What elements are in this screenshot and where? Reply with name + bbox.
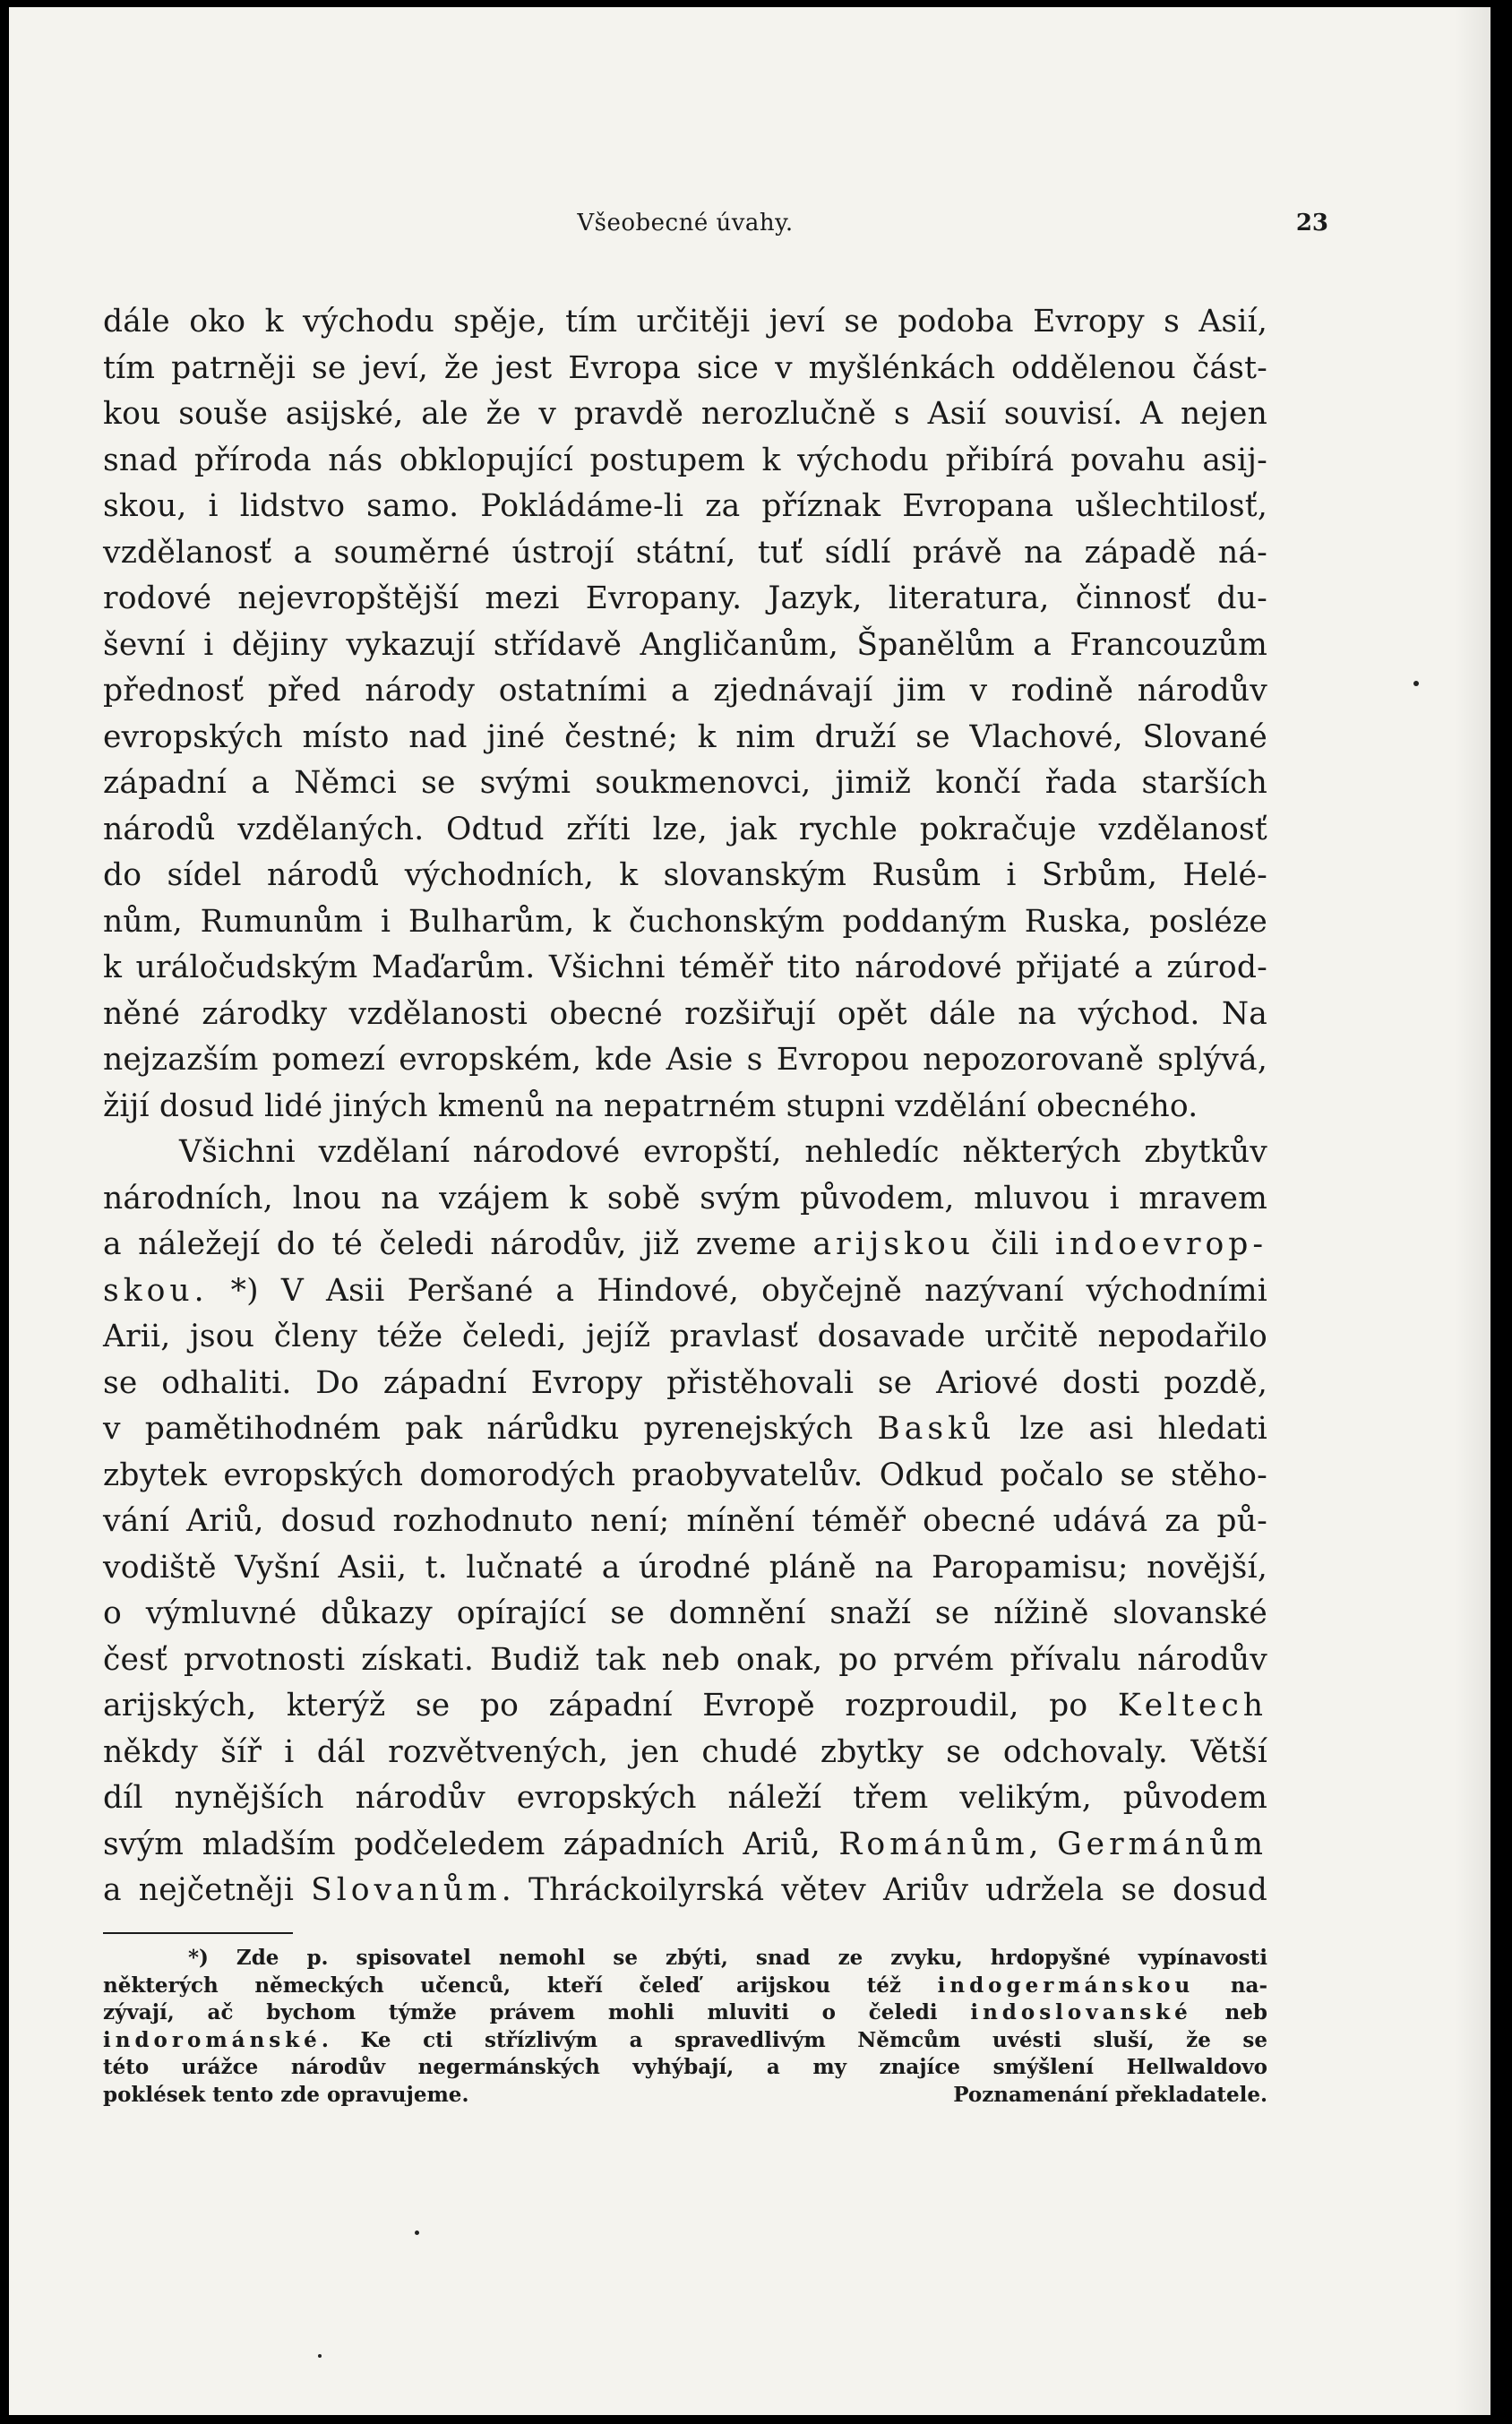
emphasized-term: indogermánskou: [937, 1973, 1195, 1998]
text-span: svým mladším podčeledem západních Ariů,: [103, 1826, 839, 1862]
text-line: něné zárodky vzdělanosti obecné rozšiřují opět dále na východ. Na: [103, 995, 1267, 1032]
book-page: [9, 7, 1491, 2415]
margin-speck: [415, 2231, 419, 2235]
text-line: západní a Němci se svými soukmenovci, jimiž končí řada starších: [103, 765, 1267, 801]
emphasized-term: Basků: [877, 1411, 996, 1447]
text-line: zbytek evropských domorodých praobyvatelův. Odkud počalo se stěho-: [103, 1457, 1267, 1493]
text-span: některých německých učenců, kteří čeleď arijskou též: [103, 1973, 938, 1998]
page-edge-shadow: [1455, 7, 1491, 2415]
text-line: tím patrněji se jeví, že jest Evropa sice v myšlénkách oddělenou část-: [103, 349, 1267, 386]
emphasized-term: indoevrop-: [1054, 1226, 1267, 1262]
paragraph-start-line: Všichni vzdělaní národové evropští, nehledíc některých zbytkův: [179, 1134, 1267, 1170]
text-line: někdy šíř i dál rozvětvených, jen chudé zbytky se odchovaly. Větší: [103, 1733, 1267, 1770]
footnote-line: [103, 1999, 1267, 2027]
text-line: evropských místo nad jiné čestné; k nim druží se Vlachové, Slované: [103, 718, 1267, 755]
text-line: k uráločudským Maďarům. Všichni téměř tito národové přijaté a zúrod-: [103, 950, 1267, 985]
text-span: čili: [974, 1226, 1055, 1262]
text-span: na-: [1194, 1973, 1268, 1998]
text-span: . Ke cti střízlivým a spravedlivým Němcům uvésti sluší, že se: [321, 2027, 1267, 2052]
emphasized-term: arijskou: [812, 1226, 975, 1262]
text-line: rodové nejevropštější mezi Evropany. Jazyk, literatura, činnosť du-: [103, 580, 1267, 616]
margin-speck: [318, 2354, 322, 2358]
margin-speck: [1413, 681, 1419, 686]
page-number: 23: [1295, 210, 1328, 236]
main-text: [103, 299, 1267, 1914]
footnote: [103, 1945, 1267, 2109]
footnote-line: této urážce národův negermánských vyhýbají, a my znajíce smýšlení Hellwaldovo: [103, 2055, 1267, 2079]
text-span: v pamětihodném pak nárůdku pyrenejských: [103, 1411, 878, 1447]
text-line: nům, Rumunům i Bulharům, k čuchonským poddaným Ruska, posléze: [103, 903, 1267, 940]
emphasized-term: indoslovanské: [970, 2000, 1192, 2024]
text-line: nejzazším pomezí evropském, kde Asie s Evropou nepozorovaně splývá,: [103, 1042, 1267, 1078]
footnote-line: [103, 1973, 1267, 2000]
text-line: do sídel národů východních, k slovanským Rusům i Srbům, Helé-: [103, 857, 1267, 893]
text-line: se odhaliti. Do západní Evropy přistěhovali se Ariové dosti pozdě,: [103, 1364, 1267, 1401]
text-line: [103, 1406, 1267, 1453]
text-line: dále oko k východu spěje, tím určitěji jeví se podoba Evropy s Asií,: [103, 304, 1267, 340]
page-header: [103, 210, 1328, 245]
emphasized-term: Románům: [838, 1826, 1029, 1862]
text-line: česť prvotnosti získati. Budiž tak neb onak, po prvém přívalu národův: [103, 1641, 1267, 1678]
text-line: vzdělanosť a souměrné ústrojí státní, tuť sídlí právě na západě ná-: [103, 534, 1267, 571]
text-span: neb: [1191, 2000, 1267, 2024]
text-line: Arii, jsou členy téže čeledi, jejíž pravlasť dosavade určitě nepodařilo: [103, 1319, 1267, 1354]
text-line: kou souše asijské, ale že v pravdě nerozlučně s Asií souvisí. A nejen: [103, 396, 1267, 432]
text-line: národů vzdělaných. Odtud zříti lze, jak rychle pokračuje vzdělanosť: [103, 811, 1267, 847]
text-line: díl nynějších národův evropských náleží třem velikým, původem: [103, 1780, 1267, 1816]
text-line: vání Ariů, dosud rozhodnuto není; mínění téměř obecné udává za pů-: [103, 1503, 1267, 1539]
text-line: přednosť před národy ostatními a zjednávají jim v rodině národův: [103, 673, 1267, 709]
text-span: a náležejí do té čeledi národův, již zveme: [103, 1226, 813, 1262]
translator-signature: Poznamenání překladatele.: [953, 2082, 1267, 2107]
text-line: snad příroda nás obklopující postupem k východu přibírá povahu asij-: [103, 442, 1267, 478]
text-line: [103, 1268, 1267, 1315]
emphasized-term: skou.: [103, 1272, 209, 1309]
text-span: *) V Asii Peršané a Hindové, obyčejně nazývaní východními: [208, 1272, 1267, 1309]
text-line: národních, lnou na vzájem k sobě svým původem, mluvou i mravem: [103, 1180, 1267, 1216]
footnote-line: [103, 2082, 1267, 2110]
text-span: arijských, kterýž se po západní Evropě rozproudil, po: [103, 1688, 1118, 1723]
footnote-text: poklések tento zde opravujeme.: [103, 2082, 469, 2107]
emphasized-term: Germánům: [1057, 1826, 1267, 1862]
footnote-line: [103, 2027, 1267, 2055]
text-line: [103, 1683, 1267, 1730]
text-span: a nejčetněji: [103, 1872, 312, 1908]
emphasized-term: Slovanům: [311, 1872, 502, 1908]
text-span: zývají, ač bychom týmže právem mohli mluviti o čeledi: [103, 2000, 971, 2024]
emphasized-term: indorománské: [103, 2027, 322, 2052]
text-line: ševní i dějiny vykazují střídavě Angličanům, Španělům a Francouzům: [103, 626, 1267, 663]
emphasized-term: Keltech: [1117, 1688, 1267, 1723]
text-line: žijí dosud lidé jiných kmenů na nepatrném stupni vzdělání obecného.: [103, 1087, 1198, 1124]
text-line: o výmluvné důkazy opírající se domnění snaží se nížině slovanské: [103, 1595, 1267, 1631]
text-line: [103, 1222, 1267, 1268]
text-line: [103, 1868, 1267, 1914]
text-span: . Thráckoilyrská větev Ariův udržela se dosud: [501, 1872, 1268, 1908]
text-line: [103, 1822, 1267, 1869]
running-title: Všeobecné úvahy.: [577, 210, 794, 236]
footnote-divider: [103, 1932, 293, 1934]
text-line: skou, i lidstvo samo. Pokládáme-li za příznak Evropana ušlechtilosť,: [103, 488, 1267, 524]
text-span: ,: [1028, 1826, 1058, 1862]
text-span: lze asi hledati: [995, 1411, 1267, 1447]
footnote-line: *) Zde p. spisovatel nemohl se zbýti, snad ze zvyku, hrdopyšné vypínavosti: [188, 1946, 1267, 1970]
text-line: vodiště Vyšní Asii, t. lučnaté a úrodné pláně na Paropamisu; novější,: [103, 1549, 1267, 1586]
